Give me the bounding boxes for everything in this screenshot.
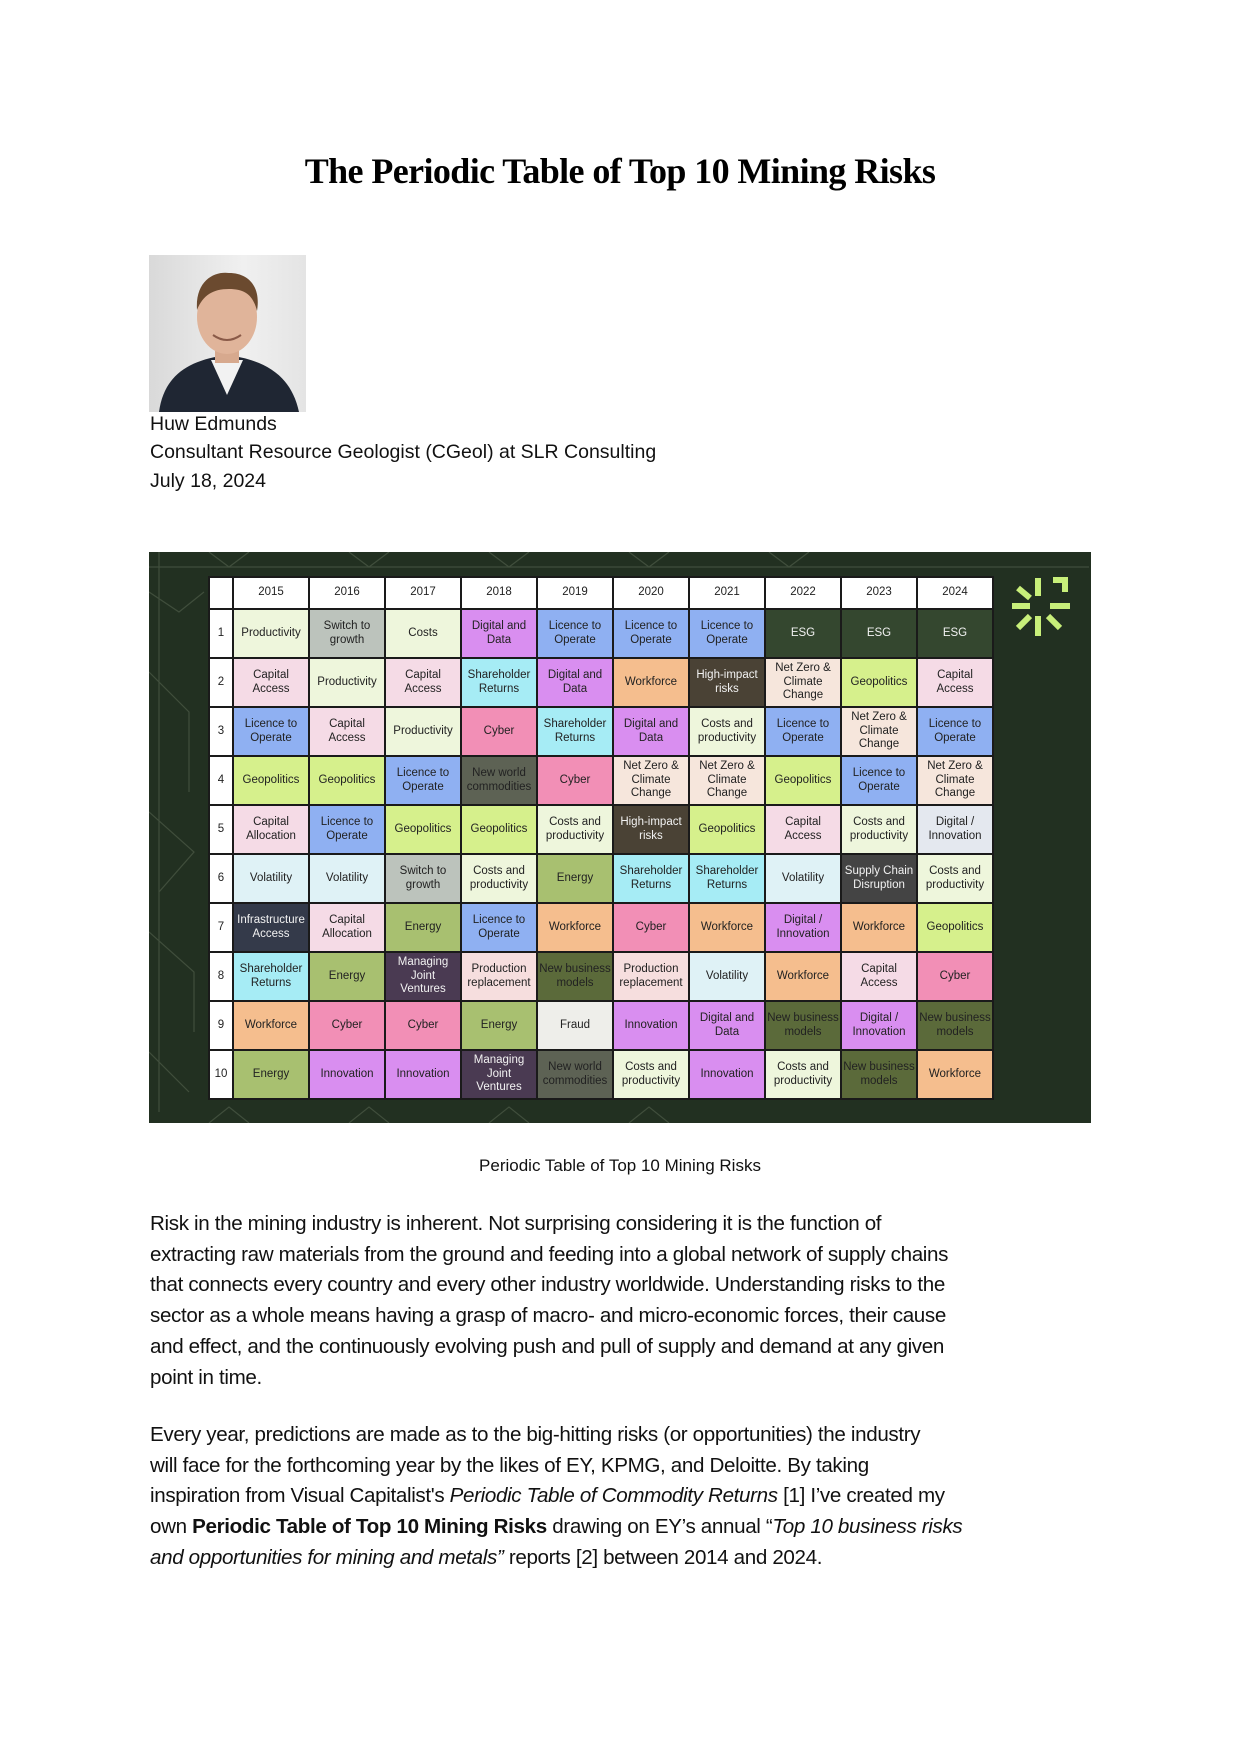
- emphasis: Periodic Table of Top 10 Mining Risks: [192, 1515, 547, 1539]
- year-header: 2021: [689, 577, 765, 609]
- year-header: 2020: [613, 577, 689, 609]
- risk-cell: Volatility: [309, 854, 385, 903]
- risk-cell: Digital / Innovation: [917, 805, 993, 854]
- rank-row: [209, 658, 993, 707]
- text: inspiration from Visual Capitalist's: [150, 1484, 450, 1508]
- risk-cell: Cyber: [309, 1001, 385, 1050]
- risk-cell: Innovation: [613, 1001, 689, 1050]
- page-title: The Periodic Table of Top 10 Mining Risks: [304, 151, 936, 191]
- risk-cell: Shareholder Returns: [233, 952, 309, 1001]
- risk-cell: Volatility: [233, 854, 309, 903]
- year-header: 2016: [309, 577, 385, 609]
- risk-cell: Workforce: [841, 903, 917, 952]
- risk-cell: Productivity: [385, 707, 461, 756]
- cited-title: Top 10 business risks: [772, 1515, 963, 1539]
- risk-cell: Licence to Operate: [689, 609, 765, 658]
- risk-cell: Shareholder Returns: [689, 854, 765, 903]
- risk-cell: Production replacement: [613, 952, 689, 1001]
- risk-cell: Licence to Operate: [917, 707, 993, 756]
- author-role: Consultant Resource Geologist (CGeol) at SLR Consulting: [150, 441, 657, 463]
- rank-row: [209, 854, 993, 903]
- year-header: 2022: [765, 577, 841, 609]
- risk-cell: Cyber: [613, 903, 689, 952]
- risk-cell: Shareholder Returns: [537, 707, 613, 756]
- rank-row: [209, 756, 993, 805]
- risk-cell: New business models: [841, 1050, 917, 1099]
- cited-title: and opportunities for mining and metals”: [150, 1545, 504, 1569]
- paragraph-line: will face for the forthcoming year by the likes of EY, KPMG, and Deloitte. By taking: [150, 1453, 869, 1477]
- risk-cell: New business models: [765, 1001, 841, 1050]
- risk-cell: Geopolitics: [917, 903, 993, 952]
- author-name: Huw Edmunds: [150, 413, 277, 435]
- risk-cell: Cyber: [385, 1001, 461, 1050]
- risk-cell: Innovation: [309, 1050, 385, 1099]
- publish-date: July 18, 2024: [150, 470, 267, 492]
- risk-cell: Costs and productivity: [765, 1050, 841, 1099]
- risk-cell: Capital Access: [309, 707, 385, 756]
- risk-cell: Workforce: [233, 1001, 309, 1050]
- rank-number: 7: [209, 903, 233, 952]
- paragraph-line: Risk in the mining industry is inherent. Not surprising considering it is the function of: [150, 1212, 882, 1235]
- paragraph-line: [150, 1543, 962, 1574]
- risk-cell: Cyber: [461, 707, 537, 756]
- risk-cell: Capital Access: [385, 658, 461, 707]
- risk-cell: Productivity: [309, 658, 385, 707]
- risk-cell: Geopolitics: [309, 756, 385, 805]
- risk-cell: Workforce: [537, 903, 613, 952]
- text: [1] I’ve created my: [777, 1484, 945, 1508]
- year-header-row: [209, 577, 993, 609]
- risk-cell: Productivity: [233, 609, 309, 658]
- risk-cell: Costs and productivity: [537, 805, 613, 854]
- risk-cell: Innovation: [689, 1050, 765, 1099]
- paragraph-1: [150, 1209, 948, 1393]
- paragraph-line: extracting raw materials from the ground and feeding into a global network of supply chains: [150, 1242, 949, 1266]
- author-photo: [149, 255, 306, 412]
- risk-cell: Capital Access: [841, 952, 917, 1001]
- rank-number: 9: [209, 1001, 233, 1050]
- risk-cell: Workforce: [613, 658, 689, 707]
- risk-cell: Cyber: [537, 756, 613, 805]
- risk-cell: Energy: [385, 903, 461, 952]
- risk-cell: Cyber: [917, 952, 993, 1001]
- rank-row: [209, 1050, 993, 1099]
- paragraph-line: [150, 1512, 962, 1543]
- risk-table-image: [149, 552, 1091, 1123]
- risk-cell: Capital Access: [917, 658, 993, 707]
- risk-cell: Switch to growth: [309, 609, 385, 658]
- risk-cell: Geopolitics: [233, 756, 309, 805]
- risk-cell: Licence to Operate: [233, 707, 309, 756]
- risk-cell: Geopolitics: [689, 805, 765, 854]
- risk-cell: Costs and productivity: [917, 854, 993, 903]
- risk-cell: ESG: [917, 609, 993, 658]
- risk-cell: Energy: [461, 1001, 537, 1050]
- risk-cell: Digital / Innovation: [841, 1001, 917, 1050]
- risk-cell: Capital Allocation: [309, 903, 385, 952]
- rank-number: 4: [209, 756, 233, 805]
- year-header: 2015: [233, 577, 309, 609]
- risk-cell: Costs and productivity: [841, 805, 917, 854]
- risk-cell: New world commodities: [537, 1050, 613, 1099]
- risk-cell: New world commodities: [461, 756, 537, 805]
- risk-cell: Energy: [233, 1050, 309, 1099]
- year-header: 2019: [537, 577, 613, 609]
- rank-number: 2: [209, 658, 233, 707]
- risk-cell: Digital and Data: [613, 707, 689, 756]
- risk-cell: Net Zero & Climate Change: [841, 707, 917, 756]
- year-header: 2018: [461, 577, 537, 609]
- risk-cell: Geopolitics: [385, 805, 461, 854]
- risk-cell: ESG: [841, 609, 917, 658]
- risk-cell: Capital Allocation: [233, 805, 309, 854]
- risk-cell: New business models: [917, 1001, 993, 1050]
- text: own: [150, 1515, 193, 1539]
- risk-cell: High-impact risks: [613, 805, 689, 854]
- rank-number: 8: [209, 952, 233, 1001]
- rank-row: [209, 1001, 993, 1050]
- risk-cell: Geopolitics: [841, 658, 917, 707]
- risk-cell: Infrastructure Access: [233, 903, 309, 952]
- rank-row: [209, 903, 993, 952]
- risk-cell: Workforce: [689, 903, 765, 952]
- rank-row: [209, 805, 993, 854]
- risk-cell: Costs and productivity: [689, 707, 765, 756]
- paragraph-line: that connects every country and every other industry worldwide. Understanding risks to the: [150, 1273, 945, 1297]
- risk-cell: Licence to Operate: [309, 805, 385, 854]
- risk-cell: Licence to Operate: [537, 609, 613, 658]
- risk-cell: Costs: [385, 609, 461, 658]
- cited-title: Periodic Table of Commodity Returns: [449, 1484, 778, 1508]
- text: drawing on EY’s annual “: [546, 1515, 773, 1539]
- risk-cell: Licence to Operate: [385, 756, 461, 805]
- risk-cell: Energy: [309, 952, 385, 1001]
- risk-cell: High-impact risks: [689, 658, 765, 707]
- risk-cell: Digital and Data: [689, 1001, 765, 1050]
- risk-cell: Licence to Operate: [765, 707, 841, 756]
- paragraph-2: [150, 1420, 962, 1574]
- rank-row: [209, 609, 993, 658]
- risk-cell: Capital Access: [233, 658, 309, 707]
- risk-cell: Net Zero & Climate Change: [917, 756, 993, 805]
- risk-cell: Geopolitics: [461, 805, 537, 854]
- risk-cell: Volatility: [689, 952, 765, 1001]
- paragraph-line: [150, 1481, 962, 1512]
- risk-cell: Net Zero & Climate Change: [765, 658, 841, 707]
- risk-cell: Digital and Data: [537, 658, 613, 707]
- rank-number: 3: [209, 707, 233, 756]
- risk-cell: Licence to Operate: [841, 756, 917, 805]
- risk-cell: Energy: [537, 854, 613, 903]
- risk-cell: Net Zero & Climate Change: [613, 756, 689, 805]
- risk-cell: Managing Joint Ventures: [385, 952, 461, 1001]
- rank-row: [209, 952, 993, 1001]
- risk-cell: Costs and productivity: [613, 1050, 689, 1099]
- risk-cell: Supply Chain Disruption: [841, 854, 917, 903]
- figure-caption: Periodic Table of Top 10 Mining Risks: [479, 1156, 761, 1175]
- paragraph-line: point in time.: [150, 1365, 262, 1389]
- risk-cell: Production replacement: [461, 952, 537, 1001]
- risk-cell: Capital Access: [765, 805, 841, 854]
- paragraph-line: sector as a whole means having a grasp of macro- and micro-economic forces, their cause: [150, 1304, 946, 1328]
- risk-cell: Switch to growth: [385, 854, 461, 903]
- paragraph-line: and effect, and the continuously evolving push and pull of supply and demand at any given: [150, 1334, 944, 1358]
- rank-row: [209, 707, 993, 756]
- paragraph-line: Every year, predictions are made as to the big-hitting risks (or opportunities) the industry: [150, 1423, 921, 1446]
- risk-cell: Shareholder Returns: [461, 658, 537, 707]
- text: reports [2] between 2014 and 2024.: [503, 1545, 823, 1569]
- risk-cell: New business models: [537, 952, 613, 1001]
- risk-cell: Workforce: [917, 1050, 993, 1099]
- risk-cell: Innovation: [385, 1050, 461, 1099]
- risk-cell: Digital and Data: [461, 609, 537, 658]
- year-header: 2024: [917, 577, 993, 609]
- risk-periodic-table: [208, 576, 994, 1100]
- year-header: 2023: [841, 577, 917, 609]
- risk-cell: Volatility: [765, 854, 841, 903]
- risk-cell: Shareholder Returns: [613, 854, 689, 903]
- risk-cell: ESG: [765, 609, 841, 658]
- rank-number: 1: [209, 609, 233, 658]
- rank-number: 10: [209, 1050, 233, 1099]
- risk-cell: Licence to Operate: [461, 903, 537, 952]
- risk-cell: Net Zero & Climate Change: [689, 756, 765, 805]
- corner-cell: [209, 577, 233, 609]
- rank-number: 5: [209, 805, 233, 854]
- risk-cell: Fraud: [537, 1001, 613, 1050]
- rank-number: 6: [209, 854, 233, 903]
- risk-cell: Costs and productivity: [461, 854, 537, 903]
- risk-cell: Licence to Operate: [613, 609, 689, 658]
- risk-cell: Managing Joint Ventures: [461, 1050, 537, 1099]
- year-header: 2017: [385, 577, 461, 609]
- brand-logo-icon: [1010, 576, 1072, 638]
- risk-cell: Geopolitics: [765, 756, 841, 805]
- risk-cell: Digital / Innovation: [765, 903, 841, 952]
- risk-cell: Workforce: [765, 952, 841, 1001]
